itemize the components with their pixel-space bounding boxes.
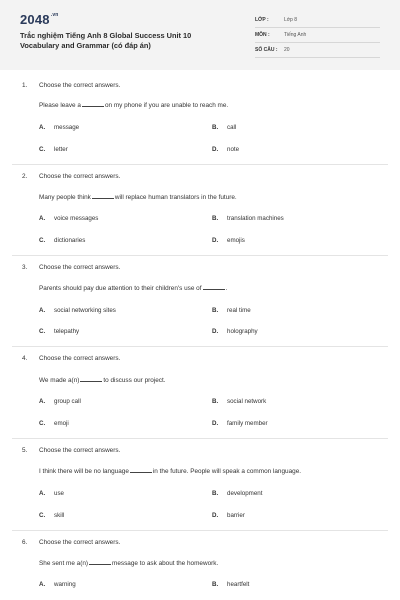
question-number: 2.: [22, 173, 28, 180]
option-text: dictionaries: [54, 237, 86, 244]
option-text: holography: [227, 328, 258, 335]
meta-count: [255, 43, 380, 58]
answer-blank: [80, 376, 102, 382]
option-text: warning: [54, 581, 76, 588]
question-divider: [12, 255, 388, 256]
option-d[interactable]: [212, 512, 245, 519]
option-letter: B.: [212, 398, 219, 405]
option-b[interactable]: [212, 490, 262, 497]
question-prompt: Choose the correct answers.: [39, 355, 121, 362]
option-letter: B.: [212, 581, 219, 588]
sentence-before: We made a(n): [39, 377, 80, 384]
option-text: emojis: [227, 237, 245, 244]
question-number: 1.: [22, 82, 28, 89]
option-letter: A.: [39, 581, 46, 588]
option-letter: D.: [212, 146, 219, 153]
question-number: 3.: [22, 264, 28, 271]
question-sentence: [39, 559, 218, 567]
answer-blank: [92, 193, 114, 199]
question-divider: [12, 530, 388, 531]
option-text: social networking sites: [54, 307, 116, 314]
option-letter: A.: [39, 490, 46, 497]
option-letter: C.: [39, 328, 46, 335]
option-c[interactable]: [39, 328, 79, 335]
sentence-before: She sent me a(n): [39, 560, 89, 567]
option-d[interactable]: [212, 237, 245, 244]
question-number: 6.: [22, 539, 28, 546]
option-b[interactable]: [212, 581, 249, 588]
option-text: telepathy: [54, 328, 80, 335]
sentence-after: .: [225, 285, 228, 292]
option-text: development: [227, 490, 263, 497]
question-divider: [12, 346, 388, 347]
option-text: heartfelt: [227, 581, 250, 588]
question-divider: [12, 438, 388, 439]
sentence-after: message to ask about the homework.: [112, 560, 219, 567]
option-text: skill: [54, 512, 65, 519]
sentence-before: Please leave a: [39, 102, 81, 109]
option-a[interactable]: [39, 124, 79, 131]
option-letter: A.: [39, 215, 46, 222]
question-sentence: [39, 193, 237, 201]
title-line-2: Vocabulary and Grammar (có đáp án): [20, 41, 151, 50]
option-text: call: [227, 124, 237, 131]
option-text: letter: [54, 146, 68, 153]
option-letter: D.: [212, 237, 219, 244]
option-text: message: [54, 124, 80, 131]
option-letter: D.: [212, 512, 219, 519]
logo-text: 2048: [20, 12, 50, 27]
option-text: real time: [227, 307, 251, 314]
option-letter: D.: [212, 328, 219, 335]
question-number: 4.: [22, 355, 28, 362]
option-text: barrier: [227, 512, 245, 519]
option-a[interactable]: [39, 307, 116, 314]
option-letter: B.: [212, 490, 219, 497]
question-sentence: [39, 467, 301, 475]
document-header: [0, 0, 400, 70]
option-d[interactable]: [212, 146, 239, 153]
option-letter: C.: [39, 237, 46, 244]
meta-count-value: 20: [284, 47, 290, 53]
meta-subject: [255, 28, 380, 43]
option-a[interactable]: [39, 581, 76, 588]
option-a[interactable]: [39, 490, 64, 497]
option-text: voice messages: [54, 215, 99, 222]
site-logo[interactable]: [20, 12, 59, 27]
option-text: group call: [54, 398, 81, 405]
option-a[interactable]: [39, 215, 98, 222]
question-sentence: [39, 284, 227, 292]
option-letter: C.: [39, 420, 46, 427]
option-text: use: [54, 490, 64, 497]
document-title: [20, 31, 245, 51]
title-line-1: Trắc nghiệm Tiếng Anh 8 Global Success Unit 10: [20, 31, 192, 40]
option-letter: A.: [39, 124, 46, 131]
meta-count-label: SỐ CÂU :: [255, 47, 278, 53]
sentence-before: I think there will be no language: [39, 468, 129, 475]
meta-grade: [255, 13, 380, 28]
option-letter: C.: [39, 512, 46, 519]
option-letter: C.: [39, 146, 46, 153]
sentence-after: in the future. People will speak a common language.: [152, 468, 302, 475]
option-b[interactable]: [212, 307, 251, 314]
sentence-before: Many people think: [39, 194, 91, 201]
option-b[interactable]: [212, 124, 236, 131]
meta-subject-label: MÔN :: [255, 32, 270, 38]
sentence-before: Parents should pay due attention to their children's use of: [39, 285, 202, 292]
option-d[interactable]: [212, 420, 268, 427]
logo-suffix: .vn: [50, 12, 59, 18]
option-b[interactable]: [212, 215, 284, 222]
option-letter: A.: [39, 307, 46, 314]
question-prompt: Choose the correct answers.: [39, 173, 121, 180]
option-c[interactable]: [39, 146, 68, 153]
option-a[interactable]: [39, 398, 81, 405]
option-d[interactable]: [212, 328, 258, 335]
answer-blank: [130, 467, 152, 473]
answer-blank: [89, 559, 111, 565]
option-text: note: [227, 146, 240, 153]
question-number: 5.: [22, 447, 28, 454]
question-prompt: Choose the correct answers.: [39, 539, 121, 546]
question-sentence: [39, 101, 228, 109]
meta-grade-value: Lớp 8: [284, 17, 298, 23]
option-b[interactable]: [212, 398, 266, 405]
meta-subject-value: Tiếng Anh: [284, 32, 307, 38]
option-c[interactable]: [39, 420, 69, 427]
option-letter: D.: [212, 420, 219, 427]
question-sentence: [39, 376, 166, 384]
sentence-after: will replace human translators in the future.: [114, 194, 237, 201]
meta-grade-label: LỚP :: [255, 17, 269, 23]
sentence-after: on my phone if you are unable to reach me.: [104, 102, 229, 109]
option-c[interactable]: [39, 237, 85, 244]
option-c[interactable]: [39, 512, 64, 519]
answer-blank: [82, 101, 104, 107]
option-letter: B.: [212, 124, 219, 131]
question-prompt: Choose the correct answers.: [39, 82, 121, 89]
question-divider: [12, 164, 388, 165]
option-text: translation machines: [227, 215, 284, 222]
option-letter: B.: [212, 215, 219, 222]
option-text: emoji: [54, 420, 69, 427]
sentence-after: to discuss our project.: [103, 377, 166, 384]
question-prompt: Choose the correct answers.: [39, 264, 121, 271]
option-letter: B.: [212, 307, 219, 314]
question-prompt: Choose the correct answers.: [39, 447, 121, 454]
option-text: social network: [227, 398, 267, 405]
option-text: family member: [227, 420, 268, 427]
answer-blank: [203, 284, 225, 290]
option-letter: A.: [39, 398, 46, 405]
